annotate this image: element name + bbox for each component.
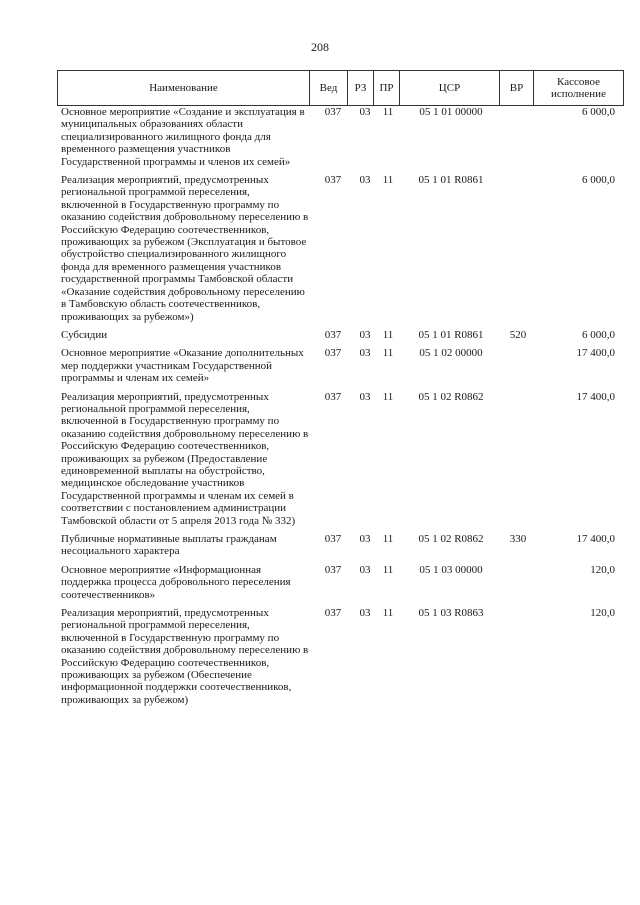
row-pr: 11	[382, 174, 394, 187]
row-name: Основное мероприятие «Информационная поддержка процесса добровольного переселения соотечественников»	[61, 563, 291, 601]
row-rz: 03	[359, 563, 371, 576]
row-rz: 03	[359, 106, 371, 118]
row-name: Реализация мероприятий, предусмотренных региональной программой переселения, включенной в Государственную программу по оказанию содействия добровольному переселению в Российскую Федерацию соотечественников, проживающих за рубежом (Эксплуатация и бытовое обустройство специализированного жилищного фонда для временного размещения участников государственной программы Тамбовской области «Оказание содействия добровольному переселению в Тамбовскую область соотечественников, проживающих за рубежом»)	[61, 174, 309, 323]
row-ved: 037	[324, 607, 342, 620]
row-amount: 6 000,0	[582, 106, 615, 118]
row-name: Основное мероприятие «Создание и эксплуатация в муниципальных образованиях области специализированного жилищного фонда для временного размещения участников Государственной программы и членов их семей»	[61, 106, 305, 168]
row-amount: 120,0	[590, 563, 615, 576]
row-pr: 11	[382, 390, 394, 403]
row-pr: 11	[382, 328, 394, 341]
table-row	[57, 347, 623, 384]
row-name: Реализация мероприятий, предусмотренных региональной программой переселения, включенной в Государственную программу по оказанию содействия добровольному переселению в Российскую Федерацию соотечественников, проживающих за рубежом (Предоставление единовременной выплаты на обустройство, медицинское обследование участников Государственной программы и членам их семей в соответствии с постановлением администрации Тамбовской области от 5 апреля 2013 года № 332)	[61, 390, 309, 527]
row-name: Субсидии	[61, 328, 108, 341]
table-row	[57, 106, 623, 168]
row-amount: 6 000,0	[582, 174, 615, 187]
table-row	[57, 607, 623, 706]
row-csr: 05 1 02 R0862	[418, 533, 484, 545]
row-rz: 03	[359, 328, 371, 341]
row-amount: 17 400,0	[576, 347, 615, 360]
table-row	[57, 391, 623, 527]
row-csr: 05 1 03 R0863	[418, 607, 484, 620]
row-rz: 03	[359, 390, 371, 403]
row-ved: 037	[324, 533, 342, 545]
row-amount: 6 000,0	[582, 328, 615, 341]
row-name: Реализация мероприятий, предусмотренных региональной программой переселения, включенной в Государственную программу по оказанию содействия добровольному переселению в Российскую Федерацию соотечественников, проживающих за рубежом (Обеспечение информационной поддержки соотечественников, проживающих за рубежом)	[61, 607, 309, 706]
row-rz: 03	[359, 533, 371, 545]
page-number: 208	[311, 40, 329, 54]
row-pr: 11	[382, 533, 394, 545]
row-pr: 11	[382, 563, 394, 576]
row-amount: 120,0	[590, 607, 615, 620]
row-vr: 520	[509, 328, 527, 341]
row-csr: 05 1 01 00000	[419, 106, 483, 118]
table-row	[57, 174, 623, 323]
row-vr: 330	[509, 533, 527, 545]
header-vr: ВР	[500, 71, 534, 106]
row-csr: 05 1 03 00000	[419, 563, 483, 576]
row-name: Публичные нормативные выплаты гражданам несоциального характера	[61, 533, 277, 558]
row-rz: 03	[359, 607, 371, 620]
table-row	[57, 329, 623, 341]
row-csr: 05 1 01 R0861	[418, 174, 484, 187]
row-amount: 17 400,0	[576, 390, 615, 403]
row-rz: 03	[359, 347, 371, 360]
header-csr: ЦСР	[400, 71, 500, 106]
row-csr: 05 1 02 R0862	[418, 390, 484, 403]
row-amount: 17 400,0	[576, 533, 615, 545]
row-csr: 05 1 01 R0861	[418, 328, 484, 341]
row-pr: 11	[382, 106, 394, 118]
row-pr: 11	[382, 347, 394, 360]
row-ved: 037	[324, 390, 342, 403]
header-ved: Вед	[310, 71, 348, 106]
row-ved: 037	[324, 174, 342, 187]
budget-table-header	[57, 70, 624, 106]
header-pr: ПР	[374, 71, 400, 106]
header-amount: Кассовое исполнение	[534, 71, 624, 106]
row-rz: 03	[359, 174, 371, 187]
row-ved: 037	[324, 328, 342, 341]
header-rz: РЗ	[348, 71, 374, 106]
table-row	[57, 564, 623, 601]
table-row	[57, 533, 623, 558]
row-ved: 037	[324, 106, 342, 118]
budget-table-body	[57, 106, 623, 712]
row-name: Основное мероприятие «Оказание дополнительных мер поддержки участникам Государственной программы и членам их семей»	[61, 347, 304, 385]
row-ved: 037	[324, 347, 342, 360]
row-pr: 11	[382, 607, 394, 620]
row-csr: 05 1 02 00000	[419, 347, 483, 360]
header-name: Наименование	[58, 71, 310, 106]
row-ved: 037	[324, 563, 342, 576]
